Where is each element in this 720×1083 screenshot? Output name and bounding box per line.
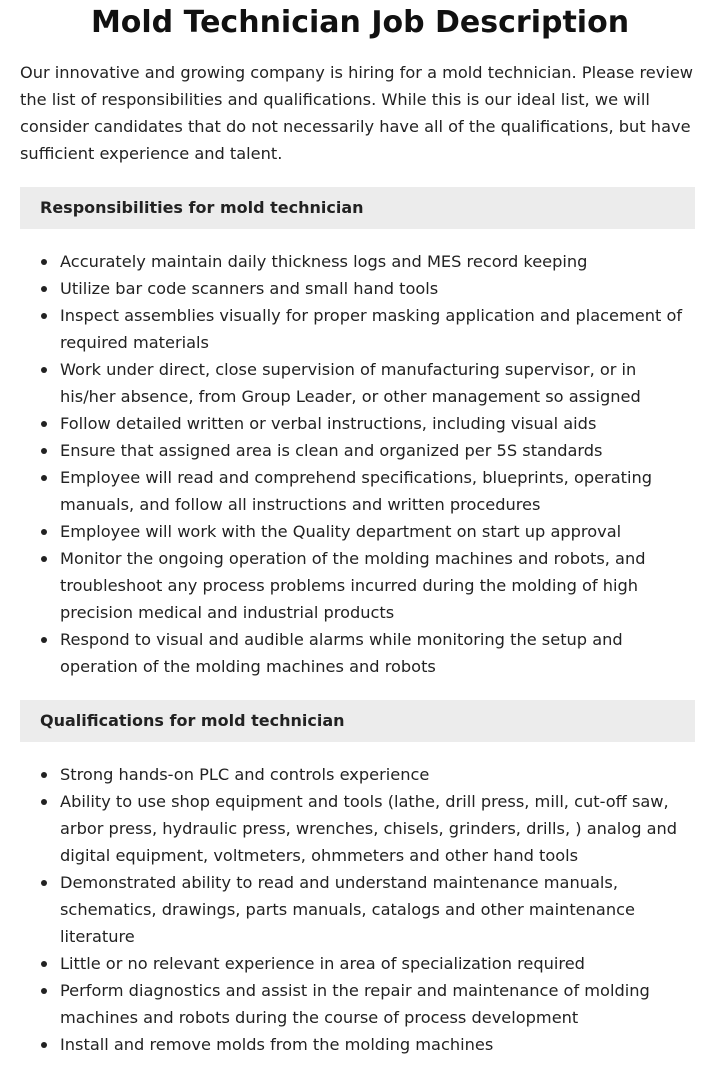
list-item: Perform diagnostics and assist in the repair and maintenance of molding machines and robots during the course of process development [60,977,695,1031]
list-item: Install and remove molds from the molding machines [60,1031,695,1058]
page-title: Mold Technician Job Description [90,5,630,40]
intro-paragraph: Our innovative and growing company is hiring for a mold technician. Please review the list of responsibilities and qualifications. While this is our ideal list, we will consider candidates that do not necessarily have all of the qualifications, but have sufficient experience and talent. [20,63,694,163]
list-item: Demonstrated ability to read and understand maintenance manuals, schematics, drawings, parts manuals, catalogs and other maintenance literature [60,869,695,950]
list-item: Work under direct, close supervision of manufacturing supervisor, or in his/her absence, from Group Leader, or other management so assigned [60,356,695,410]
qualifications-heading: Qualifications for mold technician [20,700,695,742]
responsibilities-list [20,248,695,680]
list-item: Follow detailed written or verbal instructions, including visual aids [60,410,695,437]
list-item: Employee will work with the Quality department on start up approval [60,518,695,545]
list-item: Little or no relevant experience in area of specialization required [60,950,695,977]
list-item: Strong hands-on PLC and controls experience [60,761,695,788]
list-item: Respond to visual and audible alarms while monitoring the setup and operation of the molding machines and robots [60,626,695,680]
list-item: Accurately maintain daily thickness logs and MES record keeping [60,248,695,275]
list-item: Utilize bar code scanners and small hand tools [60,275,695,302]
responsibilities-heading: Responsibilities for mold technician [20,187,695,229]
qualifications-list [20,761,695,1058]
list-item: Inspect assemblies visually for proper masking application and placement of required materials [60,302,695,356]
list-item: Employee will read and comprehend specifications, blueprints, operating manuals, and follow all instructions and written procedures [60,464,695,518]
list-item: Ability to use shop equipment and tools (lathe, drill press, mill, cut-off saw, arbor press, hydraulic press, wrenches, chisels, grinders, drills, ) analog and digital equipment, voltmeters, ohmmeters and other hand tools [60,788,695,869]
list-item: Ensure that assigned area is clean and organized per 5S standards [60,437,695,464]
list-item: Monitor the ongoing operation of the molding machines and robots, and troubleshoot any process problems incurred during the molding of high precision medical and industrial products [60,545,695,626]
